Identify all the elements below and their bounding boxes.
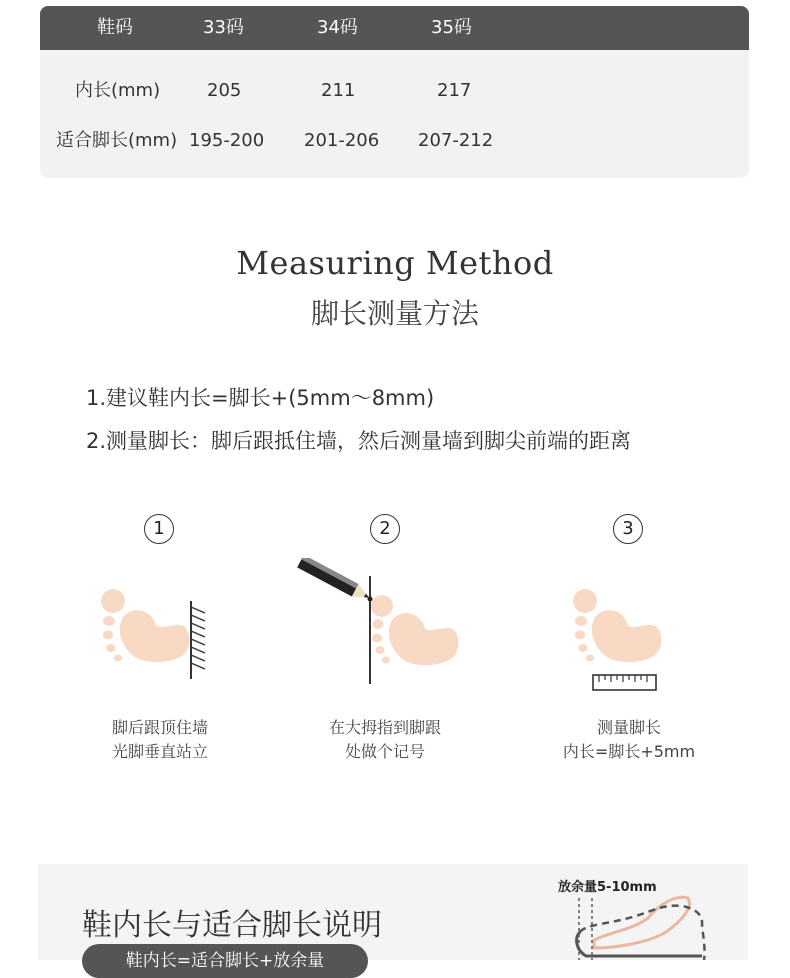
step-1-number: 1 xyxy=(144,514,174,544)
size-table-header xyxy=(40,6,749,50)
cell-foot-33: 195-200 xyxy=(189,130,265,151)
cell-inner-35: 217 xyxy=(437,80,472,101)
bottom-title: 鞋内长与适合脚长说明 xyxy=(82,908,382,943)
step-3-caption-line2: 内长=脚长+5mm xyxy=(562,742,696,761)
mark-dot xyxy=(368,597,373,602)
cell-inner-34: 211 xyxy=(321,80,356,101)
step-3-caption xyxy=(529,716,729,764)
wall-hatch xyxy=(191,607,205,669)
step-2-caption-line1: 在大拇指到脚跟 xyxy=(328,718,441,737)
step-2-number: 2 xyxy=(370,514,400,544)
row-label-inner-length: 内长(mm) xyxy=(75,80,161,101)
foot-icon xyxy=(101,589,189,662)
step-1-caption-line1: 脚后跟顶住墙 xyxy=(111,718,208,737)
cell-foot-35: 207-212 xyxy=(418,130,494,151)
pencil-icon xyxy=(297,558,372,604)
method-title-en: Measuring Method xyxy=(236,244,554,282)
header-cell-35: 35码 xyxy=(431,17,472,38)
header-cell-size: 鞋码 xyxy=(97,17,133,38)
step-3-caption-line1: 测量脚长 xyxy=(596,718,661,737)
step-1-caption-line2: 光脚垂直站立 xyxy=(111,742,208,761)
row-label-foot-length: 适合脚长(mm) xyxy=(56,130,178,151)
cell-foot-34: 201-206 xyxy=(304,130,380,151)
measure-foot-illustration xyxy=(565,585,675,695)
cell-inner-33: 205 xyxy=(207,80,242,101)
foot-icon xyxy=(371,595,458,665)
method-title-zh: 脚长测量方法 xyxy=(310,297,479,330)
shoe-allowance-illustration xyxy=(570,888,720,960)
bottom-formula-pill: 鞋内长=适合脚长+放余量 xyxy=(82,944,368,978)
allowance-label: 放余量5-10mm xyxy=(558,880,657,895)
instruction-1: 1.建议鞋内长=脚长+(5mm～8mm) xyxy=(86,386,435,410)
step-3-number: 3 xyxy=(613,514,643,544)
step-1-caption xyxy=(60,716,260,764)
step-2-caption-line2: 处做个记号 xyxy=(344,742,425,761)
step-2-caption xyxy=(285,716,485,764)
header-cell-34: 34码 xyxy=(317,17,358,38)
ruler-icon xyxy=(593,675,656,690)
size-table-body xyxy=(40,50,749,178)
instruction-2: 2.测量脚长：脚后跟抵住墙，然后测量墙到脚尖前端的距离 xyxy=(86,429,632,453)
mark-with-pencil-illustration xyxy=(290,558,470,688)
header-cell-33: 33码 xyxy=(203,17,244,38)
foot-icon xyxy=(573,589,661,662)
foot-against-wall-illustration xyxy=(95,585,215,685)
